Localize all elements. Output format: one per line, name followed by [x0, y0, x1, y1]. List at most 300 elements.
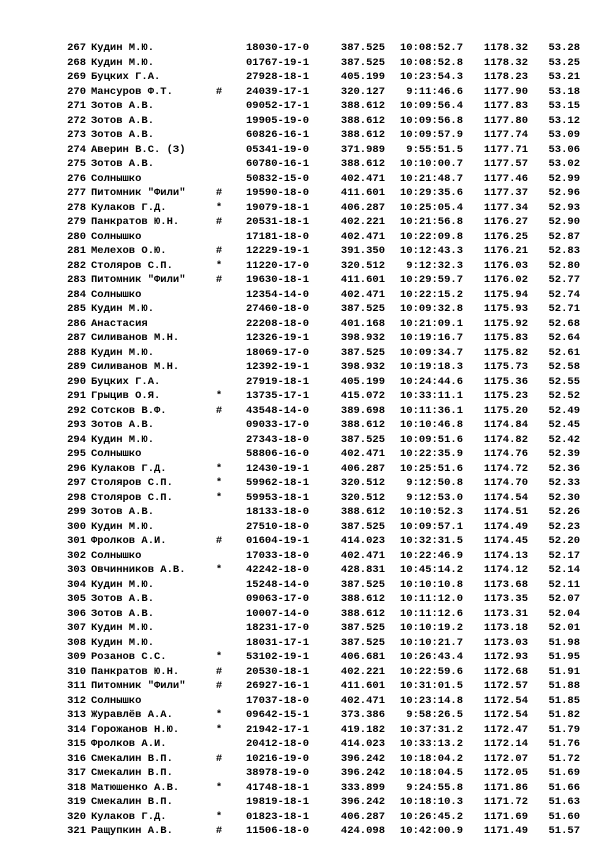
distance-km: 388.612: [340, 593, 385, 605]
speed-value: 1177.80: [483, 114, 528, 127]
table-row: [0, 70, 600, 85]
table-row: [0, 549, 600, 564]
speed-value: 1175.92: [483, 317, 528, 330]
arrival-time: 10:26:43.4: [399, 651, 463, 663]
distance-km: 320.512: [340, 491, 385, 504]
ring-number: 20412-18-0: [246, 738, 310, 750]
speed-value: 1174.84: [483, 419, 528, 431]
ring-number: 10007-14-0: [246, 607, 310, 620]
ring-number: 50832-15-0: [246, 172, 310, 185]
fancier-name: Панкратов Ю.Н.: [91, 216, 180, 228]
arrival-time: 10:25:51.6: [399, 462, 463, 475]
ring-number: 21942-17-1: [246, 723, 310, 736]
coefficient-value: 52.93: [548, 201, 580, 214]
table-row: [0, 56, 600, 71]
ring-number: 11220-17-0: [246, 259, 310, 272]
coefficient-value: 52.36: [548, 462, 580, 475]
ring-number: 15248-14-0: [246, 578, 310, 591]
table-row: [0, 244, 600, 259]
mark-symbol: #: [215, 404, 223, 417]
table-row: [0, 346, 600, 361]
speed-value: 1172.07: [483, 752, 528, 765]
arrival-time: 10:33:13.2: [399, 738, 463, 750]
speed-value: 1174.72: [483, 462, 528, 475]
table-row: [0, 650, 600, 665]
place-number: 299: [67, 506, 86, 518]
fancier-name: Зотов А.В.: [91, 114, 155, 127]
coefficient-value: 52.11: [548, 578, 580, 591]
table-row: [0, 578, 600, 593]
table-row: [0, 636, 600, 651]
place-number: 312: [67, 694, 86, 707]
place-number: 315: [67, 738, 86, 750]
ring-number: 59962-18-1: [246, 477, 310, 489]
fancier-name: Фролков А.И.: [91, 738, 167, 750]
mark-symbol: *: [215, 259, 223, 272]
distance-km: 396.242: [340, 767, 385, 779]
speed-value: 1173.31: [483, 607, 528, 620]
speed-value: 1172.05: [483, 767, 528, 779]
fancier-name: Аверин В.С. (З): [91, 143, 186, 156]
coefficient-value: 52.87: [548, 230, 580, 243]
arrival-time: 10:18:10.3: [399, 796, 463, 808]
distance-km: 320.512: [340, 477, 385, 489]
table-row: [0, 621, 600, 636]
distance-km: 406.287: [340, 810, 385, 823]
ring-number: 18030-17-0: [246, 42, 310, 54]
distance-km: 388.612: [340, 419, 385, 431]
place-number: 316: [67, 752, 86, 765]
arrival-time: 10:09:56.4: [399, 100, 463, 112]
speed-value: 1175.36: [483, 375, 528, 388]
speed-value: 1175.93: [483, 303, 528, 315]
fancier-name: Кудин М.Ю.: [91, 346, 155, 359]
coefficient-value: 52.42: [548, 433, 580, 446]
coefficient-value: 52.80: [548, 259, 580, 272]
arrival-time: 10:21:09.1: [399, 317, 463, 330]
speed-value: 1174.70: [483, 477, 528, 489]
fancier-name: Кулаков Г.Д.: [91, 810, 167, 823]
speed-value: 1178.32: [483, 56, 528, 69]
speed-value: 1177.34: [483, 201, 528, 214]
mark-symbol: #: [215, 187, 223, 199]
table-row: [0, 505, 600, 520]
coefficient-value: 51.98: [548, 636, 580, 649]
fancier-name: Зотов А.В.: [91, 100, 155, 112]
fancier-name: Грыцив О.Я.: [91, 390, 161, 402]
place-number: 291: [67, 390, 86, 402]
place-number: 286: [67, 317, 86, 330]
coefficient-value: 52.26: [548, 506, 580, 518]
table-row: [0, 723, 600, 738]
ring-number: 27928-18-1: [246, 71, 310, 83]
coefficient-value: 51.88: [548, 680, 580, 692]
speed-value: 1175.94: [483, 288, 528, 301]
place-number: 281: [67, 245, 86, 257]
distance-km: 388.612: [340, 114, 385, 127]
arrival-time: 10:11:12.0: [399, 593, 463, 605]
place-number: 297: [67, 477, 86, 489]
place-number: 287: [67, 332, 86, 344]
place-number: 270: [67, 85, 86, 98]
place-number: 313: [67, 709, 86, 721]
mark-symbol: *: [215, 709, 223, 721]
fancier-name: Кудин М.Ю.: [91, 636, 155, 649]
fancier-name: Панкратов Ю.Н.: [91, 665, 180, 678]
table-row: [0, 679, 600, 694]
distance-km: 388.612: [340, 129, 385, 141]
fancier-name: Матюшенко А.В.: [91, 781, 180, 794]
arrival-time: 10:09:34.7: [399, 346, 463, 359]
place-number: 294: [67, 433, 86, 446]
distance-km: 387.525: [340, 622, 385, 634]
table-row: [0, 737, 600, 752]
arrival-time: 10:19:16.7: [399, 332, 463, 344]
ring-number: 09642-15-1: [246, 709, 310, 721]
place-number: 280: [67, 230, 86, 243]
coefficient-value: 51.85: [548, 694, 580, 707]
ring-number: 27343-18-0: [246, 433, 310, 446]
coefficient-value: 52.17: [548, 549, 580, 562]
arrival-time: 9:11:46.6: [406, 85, 463, 98]
distance-km: 387.525: [340, 42, 385, 54]
ring-number: 13735-17-1: [246, 390, 310, 402]
arrival-time: 10:12:43.3: [399, 245, 463, 257]
mark-symbol: #: [215, 535, 223, 547]
speed-value: 1177.57: [483, 158, 528, 170]
coefficient-value: 52.68: [548, 317, 580, 330]
arrival-time: 10:09:56.8: [399, 114, 463, 127]
fancier-name: Питомник "Фили": [91, 187, 186, 199]
table-row: [0, 810, 600, 825]
mark-symbol: #: [215, 665, 223, 678]
ring-number: 05341-19-0: [246, 143, 310, 156]
speed-value: 1176.03: [483, 259, 528, 272]
coefficient-value: 51.60: [548, 810, 580, 823]
ring-number: 11506-18-0: [246, 825, 310, 837]
speed-value: 1178.32: [483, 42, 528, 54]
arrival-time: 10:18:04.2: [399, 752, 463, 765]
coefficient-value: 51.69: [548, 767, 580, 779]
mark-symbol: *: [215, 651, 223, 663]
table-row: [0, 215, 600, 230]
distance-km: 398.932: [340, 332, 385, 344]
arrival-time: 10:09:57.9: [399, 129, 463, 141]
arrival-time: 9:55:51.5: [406, 143, 463, 156]
mark-symbol: *: [215, 201, 223, 214]
fancier-name: Зотов А.В.: [91, 419, 155, 431]
place-number: 278: [67, 201, 86, 214]
distance-km: 428.831: [340, 564, 385, 576]
distance-km: 373.386: [340, 709, 385, 721]
table-row: [0, 563, 600, 578]
fancier-name: Солнышко: [91, 448, 142, 460]
place-number: 311: [67, 680, 86, 692]
ring-number: 19819-18-1: [246, 796, 310, 808]
arrival-time: 9:58:26.5: [406, 709, 463, 721]
speed-value: 1177.90: [483, 85, 528, 98]
table-row: [0, 114, 600, 129]
fancier-name: Зотов А.В.: [91, 158, 155, 170]
distance-km: 387.525: [340, 346, 385, 359]
distance-km: 320.512: [340, 259, 385, 272]
ring-number: 01767-19-1: [246, 56, 310, 69]
arrival-time: 10:10:00.7: [399, 158, 463, 170]
fancier-name: Столяров С.П.: [91, 259, 173, 272]
ring-number: 43548-14-0: [246, 404, 310, 417]
table-row: [0, 447, 600, 462]
ring-number: 17181-18-0: [246, 230, 310, 243]
arrival-time: 10:37:31.2: [399, 723, 463, 736]
mark-symbol: *: [215, 477, 223, 489]
arrival-time: 10:29:35.6: [399, 187, 463, 199]
speed-value: 1171.49: [483, 825, 528, 837]
speed-value: 1174.76: [483, 448, 528, 460]
fancier-name: Сотсков В.Ф.: [91, 404, 167, 417]
arrival-time: 10:33:11.1: [399, 390, 463, 402]
distance-km: 398.932: [340, 361, 385, 373]
table-row: [0, 360, 600, 375]
mark-symbol: #: [215, 680, 223, 692]
place-number: 304: [67, 578, 86, 591]
table-row: [0, 302, 600, 317]
place-number: 268: [67, 56, 86, 69]
coefficient-value: 52.55: [548, 375, 580, 388]
distance-km: 402.471: [340, 448, 385, 460]
fancier-name: Мелехов О.Ю.: [91, 245, 167, 257]
place-number: 302: [67, 549, 86, 562]
arrival-time: 10:29:59.7: [399, 274, 463, 286]
arrival-time: 10:10:52.3: [399, 506, 463, 518]
speed-value: 1176.02: [483, 274, 528, 286]
coefficient-value: 52.20: [548, 535, 580, 547]
distance-km: 419.182: [340, 723, 385, 736]
distance-km: 388.612: [340, 158, 385, 170]
fancier-name: Кулаков Г.Д.: [91, 201, 167, 214]
distance-km: 387.525: [340, 520, 385, 533]
table-row: [0, 418, 600, 433]
fancier-name: Ращупкин А.В.: [91, 825, 173, 837]
mark-symbol: *: [215, 723, 223, 736]
arrival-time: 10:09:32.8: [399, 303, 463, 315]
ring-number: 10216-19-0: [246, 752, 310, 765]
distance-km: 406.287: [340, 462, 385, 475]
arrival-time: 10:09:57.1: [399, 520, 463, 533]
coefficient-value: 53.28: [548, 42, 580, 54]
fancier-name: Смекалин В.П.: [91, 767, 173, 779]
arrival-time: 10:08:52.8: [399, 56, 463, 69]
fancier-name: Солнышко: [91, 230, 142, 243]
distance-km: 402.471: [340, 230, 385, 243]
table-row: [0, 288, 600, 303]
speed-value: 1171.72: [483, 796, 528, 808]
place-number: 289: [67, 361, 86, 373]
place-number: 321: [67, 825, 86, 837]
fancier-name: Столяров С.П.: [91, 491, 173, 504]
fancier-name: Солнышко: [91, 694, 142, 707]
place-number: 320: [67, 810, 86, 823]
fancier-name: Кудин М.Ю.: [91, 622, 155, 634]
coefficient-value: 52.61: [548, 346, 580, 359]
place-number: 303: [67, 564, 86, 576]
arrival-time: 10:45:14.2: [399, 564, 463, 576]
mark-symbol: #: [215, 85, 223, 98]
coefficient-value: 51.57: [548, 825, 580, 837]
mark-symbol: *: [215, 462, 223, 475]
coefficient-value: 52.23: [548, 520, 580, 533]
coefficient-value: 52.96: [548, 187, 580, 199]
ring-number: 19905-19-0: [246, 114, 310, 127]
arrival-time: 10:18:04.5: [399, 767, 463, 779]
fancier-name: Фролков А.И.: [91, 535, 167, 547]
table-row: [0, 375, 600, 390]
fancier-name: Кулаков Г.Д.: [91, 462, 167, 475]
place-number: 275: [67, 158, 86, 170]
mark-symbol: #: [215, 245, 223, 257]
place-number: 284: [67, 288, 86, 301]
fancier-name: Журавлёв А.А.: [91, 709, 173, 721]
coefficient-value: 53.12: [548, 114, 580, 127]
coefficient-value: 52.39: [548, 448, 580, 460]
distance-km: 411.601: [340, 187, 385, 199]
coefficient-value: 52.14: [548, 564, 580, 576]
fancier-name: Буцких Г.А.: [91, 375, 161, 388]
ring-number: 09033-17-0: [246, 419, 310, 431]
table-row: [0, 128, 600, 143]
coefficient-value: 52.71: [548, 303, 580, 315]
fancier-name: Розанов С.С.: [91, 651, 167, 663]
arrival-time: 10:10:10.8: [399, 578, 463, 591]
fancier-name: Анастасия: [91, 317, 148, 330]
fancier-name: Питомник "Фили": [91, 274, 186, 286]
distance-km: 402.471: [340, 694, 385, 707]
table-row: [0, 476, 600, 491]
coefficient-value: 52.99: [548, 172, 580, 185]
speed-value: 1174.51: [483, 506, 528, 518]
arrival-time: 10:32:31.5: [399, 535, 463, 547]
mark-symbol: #: [215, 825, 223, 837]
coefficient-value: 51.72: [548, 752, 580, 765]
speed-value: 1173.18: [483, 622, 528, 634]
table-row: [0, 201, 600, 216]
place-number: 301: [67, 535, 86, 547]
table-row: [0, 824, 600, 839]
fancier-name: Силиванов М.Н.: [91, 332, 180, 344]
speed-value: 1174.49: [483, 520, 528, 533]
place-number: 282: [67, 259, 86, 272]
arrival-time: 10:23:54.3: [399, 71, 463, 83]
place-number: 310: [67, 665, 86, 678]
coefficient-value: 51.66: [548, 781, 580, 794]
table-row: [0, 795, 600, 810]
place-number: 288: [67, 346, 86, 359]
speed-value: 1173.35: [483, 593, 528, 605]
ring-number: 41748-18-1: [246, 781, 310, 794]
mark-symbol: #: [215, 274, 223, 286]
distance-km: 391.350: [340, 245, 385, 257]
table-row: [0, 172, 600, 187]
coefficient-value: 53.18: [548, 85, 580, 98]
distance-km: 402.221: [340, 665, 385, 678]
ring-number: 12430-19-1: [246, 462, 310, 475]
arrival-time: 10:22:35.9: [399, 448, 463, 460]
fancier-name: Смекалин В.П.: [91, 796, 173, 808]
fancier-name: Буцких Г.А.: [91, 71, 161, 83]
table-row: [0, 85, 600, 100]
table-row: [0, 404, 600, 419]
distance-km: 320.127: [340, 85, 385, 98]
speed-value: 1177.37: [483, 187, 528, 199]
coefficient-value: 51.76: [548, 738, 580, 750]
distance-km: 388.612: [340, 607, 385, 620]
speed-value: 1174.82: [483, 433, 528, 446]
coefficient-value: 52.45: [548, 419, 580, 431]
place-number: 273: [67, 129, 86, 141]
fancier-name: Солнышко: [91, 288, 142, 301]
mark-symbol: *: [215, 491, 223, 504]
coefficient-value: 52.04: [548, 607, 580, 620]
place-number: 269: [67, 71, 86, 83]
table-row: [0, 694, 600, 709]
speed-value: 1175.20: [483, 404, 528, 417]
arrival-time: 10:22:59.6: [399, 665, 463, 678]
speed-value: 1177.46: [483, 172, 528, 185]
coefficient-value: 52.90: [548, 216, 580, 228]
table-row: [0, 766, 600, 781]
coefficient-value: 51.79: [548, 723, 580, 736]
place-number: 296: [67, 462, 86, 475]
coefficient-value: 52.07: [548, 593, 580, 605]
arrival-time: 10:10:19.2: [399, 622, 463, 634]
fancier-name: Кудин М.Ю.: [91, 433, 155, 446]
table-row: [0, 534, 600, 549]
distance-km: 396.242: [340, 796, 385, 808]
fancier-name: Мансуров Ф.Т.: [91, 85, 173, 98]
speed-value: 1171.86: [483, 781, 528, 794]
distance-km: 411.601: [340, 274, 385, 286]
coefficient-value: 53.02: [548, 158, 580, 170]
ring-number: 01823-18-1: [246, 810, 310, 823]
speed-value: 1175.83: [483, 332, 528, 344]
place-number: 292: [67, 404, 86, 417]
speed-value: 1172.57: [483, 680, 528, 692]
speed-value: 1177.83: [483, 100, 528, 112]
coefficient-value: 52.30: [548, 491, 580, 504]
table-row: [0, 665, 600, 680]
coefficient-value: 51.91: [548, 665, 580, 678]
ring-number: 09052-17-1: [246, 100, 310, 112]
mark-symbol: *: [215, 564, 223, 576]
ring-number: 19079-18-1: [246, 201, 310, 214]
table-row: [0, 41, 600, 56]
speed-value: 1175.82: [483, 346, 528, 359]
place-number: 298: [67, 491, 86, 504]
coefficient-value: 53.15: [548, 100, 580, 112]
ring-number: 12392-19-1: [246, 361, 310, 373]
ring-number: 19590-18-0: [246, 187, 310, 199]
arrival-time: 9:12:53.0: [406, 491, 463, 504]
place-number: 308: [67, 636, 86, 649]
coefficient-value: 53.06: [548, 143, 580, 156]
arrival-time: 10:11:12.6: [399, 607, 463, 620]
table-row: [0, 99, 600, 114]
speed-value: 1176.27: [483, 216, 528, 228]
speed-value: 1171.69: [483, 810, 528, 823]
coefficient-value: 53.21: [548, 71, 580, 83]
place-number: 267: [67, 42, 86, 54]
arrival-time: 10:19:18.3: [399, 361, 463, 373]
fancier-name: Овчинников А.В.: [91, 564, 186, 576]
